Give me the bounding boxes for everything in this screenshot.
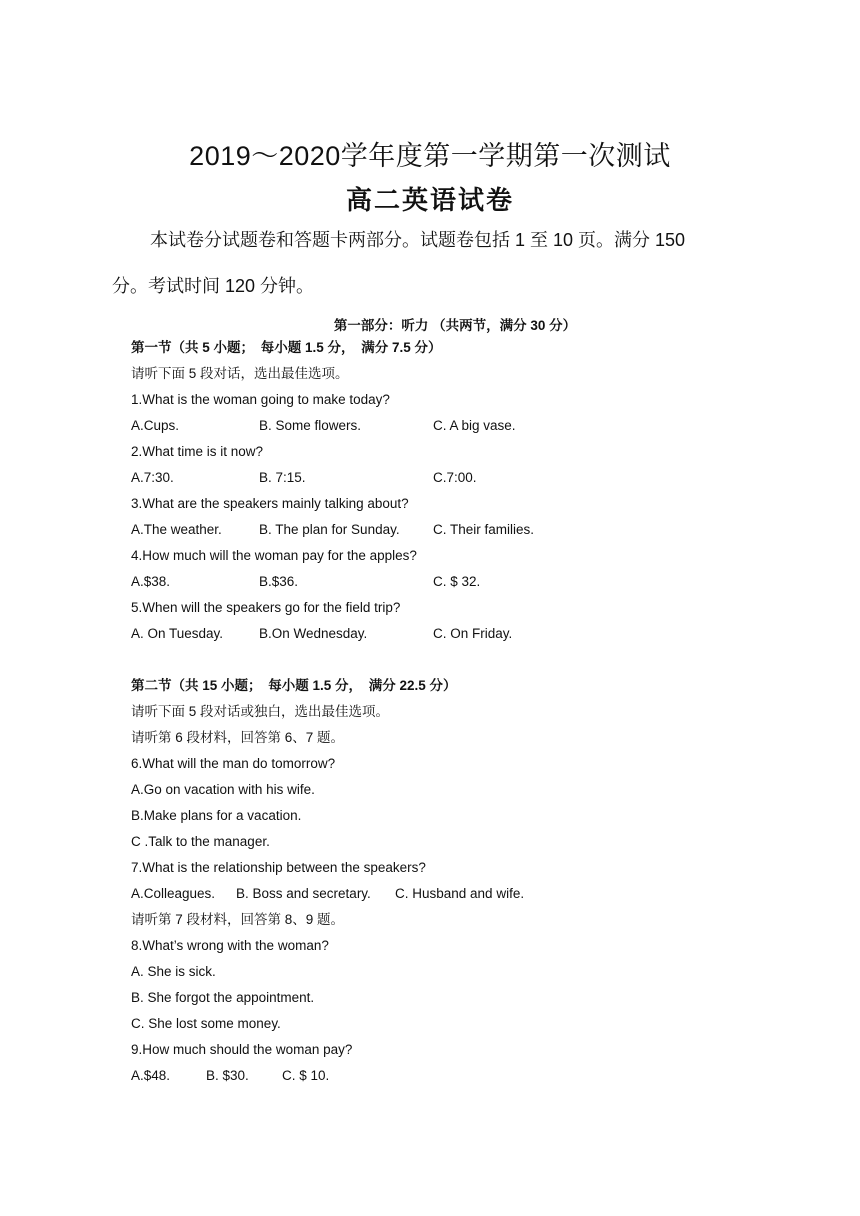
question-7: 7.What is the relationship between the speakers?: [131, 860, 426, 875]
intro-paragraph: [112, 217, 741, 309]
q8-option-b: B. She forgot the appointment.: [131, 990, 315, 1005]
q7-option-b: B. Boss and secretary.: [236, 886, 371, 901]
q9-option-a: A.$48.: [131, 1068, 171, 1083]
q6-option-c: C .Talk to the manager.: [131, 834, 270, 849]
q6-option-b: B.Make plans for a vacation.: [131, 808, 302, 823]
q4-option-a: A.$38.: [131, 574, 171, 589]
question-2: 2.What time is it now?: [131, 444, 264, 459]
q9-option-b: B. $30.: [206, 1068, 249, 1083]
exam-title: 2019～2020学年度第一学期第一次测试: [189, 141, 671, 171]
question-9: 9.How much should the woman pay?: [131, 1042, 353, 1057]
q3-option-b: B. The plan for Sunday.: [259, 522, 400, 537]
q4-option-c: C. $ 32.: [433, 574, 481, 589]
question-8: 8.What’s wrong with the woman?: [131, 938, 329, 953]
q3-option-a: A.The weather.: [131, 522, 222, 537]
question-3: 3.What are the speakers mainly talking about?: [131, 496, 409, 511]
q6-option-a: A.Go on vacation with his wife.: [131, 782, 315, 797]
section1-heading: 第一节（共 5 小题； 每小题 1.5 分， 满分 7.5 分）: [131, 340, 442, 355]
question-5: 5.When will the speakers go for the field trip?: [131, 600, 401, 615]
q1-option-c: C. A big vase.: [433, 418, 516, 433]
q8-option-c: C. She lost some money.: [131, 1016, 281, 1031]
material-6-instruction: 请听第 6 段材料，回答第 6、7 题。: [131, 730, 345, 745]
q5-option-c: C. On Friday.: [433, 626, 513, 641]
intro-line-2: 分。考试时间 120 分钟。: [112, 276, 315, 296]
part1-heading: 第一部分：听力 （共两节，满分 30 分）: [333, 318, 577, 333]
question-4: 4.How much will the woman pay for the apples?: [131, 548, 417, 563]
section2-instruction: 请听下面 5 段对话或独白，选出最佳选项。: [131, 704, 390, 719]
q2-option-b: B. 7:15.: [259, 470, 306, 485]
q7-option-a: A.Colleagues.: [131, 886, 216, 901]
q2-option-c: C.7:00.: [433, 470, 477, 485]
section1-instruction: 请听下面 5 段对话，选出最佳选项。: [131, 366, 349, 381]
question-6: 6.What will the man do tomorrow?: [131, 756, 336, 771]
q5-option-a: A. On Tuesday.: [131, 626, 224, 641]
exam-subtitle: 高二英语试卷: [345, 185, 514, 215]
question-1: 1.What is the woman going to make today?: [131, 392, 390, 407]
q8-option-a: A. She is sick.: [131, 964, 216, 979]
q9-option-c: C. $ 10.: [282, 1068, 330, 1083]
q7-option-c: C. Husband and wife.: [395, 886, 525, 901]
q2-option-a: A.7:30.: [131, 470, 174, 485]
section2-heading: 第二节（共 15 小题； 每小题 1.5 分， 满分 22.5 分）: [131, 678, 457, 693]
q1-option-b: B. Some flowers.: [259, 418, 362, 433]
material-7-instruction: 请听第 7 段材料，回答第 8、9 题。: [131, 912, 345, 927]
intro-line-1: 本试卷分试题卷和答题卡两部分。试题卷包括 1 至 10 页。满分 150: [150, 230, 686, 250]
q5-option-b: B.On Wednesday.: [259, 626, 368, 641]
q1-option-a: A.Cups.: [131, 418, 180, 433]
q3-option-c: C. Their families.: [433, 522, 535, 537]
q4-option-b: B.$36.: [259, 574, 299, 589]
